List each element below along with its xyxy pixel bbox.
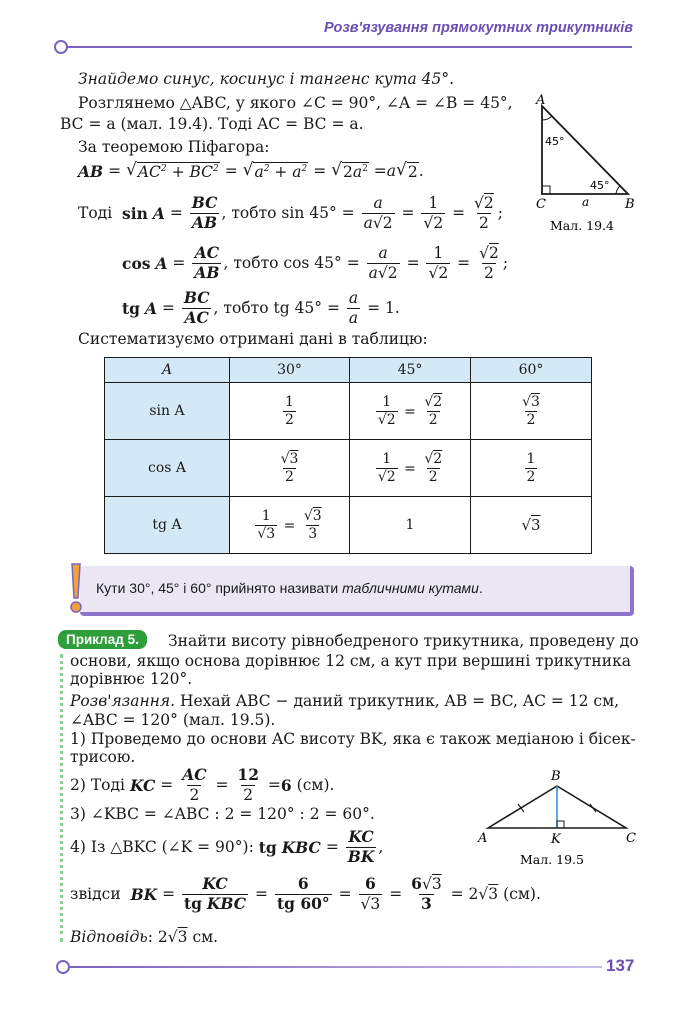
table-cell: $\frac{√3}{2}$	[230, 440, 350, 497]
footer-circle	[56, 960, 70, 974]
tobto-3: тобто	[223, 299, 269, 317]
right-angle-k	[557, 821, 564, 828]
row-label	[105, 440, 230, 497]
table-row	[105, 383, 592, 440]
vertex-c: C	[536, 197, 546, 212]
answer-line: Відповідь: 2√3 см.	[70, 928, 219, 946]
intro-lead: Знайдемо синус, косинус і тангенс кута 45°.	[78, 70, 455, 88]
solution-text-1: Нехай ABC − даний трикутник, AB = BC, AC = 12 см,	[175, 692, 620, 710]
angle-a-arc	[542, 116, 552, 120]
intro-summary: Систематизуємо отримані дані в таблицю:	[78, 330, 428, 348]
table-cell: $\frac{1}{2}$	[230, 383, 350, 440]
table-cell: $\frac{1}{2}$	[471, 440, 592, 497]
tobto-1: тобто	[231, 204, 277, 222]
angle-b-label: 45°	[590, 179, 610, 192]
row-label-text: sin A	[149, 403, 185, 419]
row-label	[105, 497, 230, 554]
row-label	[105, 383, 230, 440]
formula-sin45: Тоді sin A = $\frac{BC}{AB}$ , тобто sin 45° = $\frac{a}{a√2}$ = $\frac{1}{√2}$ = $\frac{√2}{2}$ ;	[78, 193, 504, 232]
then-word: Тоді	[78, 204, 113, 222]
formula-tg45: tg A = $\frac{BC}{AC}$ , тобто tg 45° = $\frac{a}{a}$ = 1.	[122, 288, 400, 327]
label-k: K	[551, 832, 561, 847]
step1-line-1: 1) Проведемо до основи AC висоту BK, яка є також медіаною і бісек-	[70, 730, 636, 748]
intro-line1: Розглянемо △ABC, у якого ∠C = 90°, ∠A = ∠B = 45°,	[78, 94, 513, 112]
table-cell: $\frac{1}{√2}$ = $\frac{√2}{2}$	[350, 440, 471, 497]
example-dots	[60, 654, 63, 942]
zvidsy-word: звідси	[70, 885, 121, 903]
right-angle-mark	[542, 186, 550, 194]
table-cell: √3	[471, 497, 592, 554]
table-header-cell: 30°	[230, 358, 350, 383]
table-header-cell: 45°	[350, 358, 471, 383]
step1-line-2: трисою.	[70, 748, 136, 766]
footer-rule	[66, 966, 602, 968]
table-cell: $\frac{1}{√2}$ = $\frac{√2}{2}$	[350, 383, 471, 440]
example-task-1: Знайти висоту рівнобедреного трикутника, проведену до	[168, 632, 639, 650]
answer-word: Відповідь	[70, 928, 148, 946]
table-row	[105, 440, 592, 497]
label-c: C	[626, 831, 636, 846]
table-cell: $\frac{1}{√3}$ = $\frac{√3}{3}$	[230, 497, 350, 554]
formula-cos45: cos A = $\frac{AC}{AB}$ , тобто cos 45° = $\frac{a}{a√2}$ = $\frac{1}{√2}$ = $\frac{√2}{2}$ ;	[122, 243, 509, 282]
intro-line2: BC = a (мал. 19.4). Тоді AC = BC = a.	[60, 115, 364, 133]
step3: 3) ∠KBC = ∠ABC : 2 = 120° : 2 = 60°.	[70, 805, 375, 823]
page-number: 137	[606, 956, 635, 975]
angle-b-arc	[616, 186, 620, 194]
example-task-3: дорівнює 120°.	[70, 670, 193, 688]
side-a: a	[582, 195, 590, 209]
table-header-cell: 60°	[471, 358, 592, 383]
table-header-row	[105, 358, 592, 383]
formula-ab: AB = √ $AC^2 + BC^2$ = √ $a^2 + a^2$ = √ $2a^2$ = a √ 2 .	[78, 159, 424, 181]
header-rule	[62, 46, 632, 48]
angle-a-label: 45°	[545, 135, 565, 148]
vertex-a: A	[536, 93, 546, 108]
solution-line-1	[70, 692, 619, 710]
triangle-abc	[542, 106, 628, 194]
figure-19-4	[528, 90, 648, 240]
example-task-2: основи, якщо основа дорівнює 12 см, а кут при вершині трикутника	[70, 652, 632, 670]
intro-pythagoras: За теоремою Піфагора:	[78, 138, 270, 156]
figure2-caption: Мал. 19.5	[520, 852, 584, 867]
step2: 2) Тоді KC = $\frac{AC}{2}$ = $\frac{12}{2}$ = 6 (см).	[70, 765, 335, 804]
solution-word: Розв'язання.	[70, 692, 176, 710]
solution-line-2: ∠ABC = 120° (мал. 19.5).	[70, 711, 276, 729]
table-cell: $\frac{√3}{2}$	[471, 383, 592, 440]
note-suffix: .	[478, 580, 483, 596]
vertex-b: B	[625, 197, 635, 212]
step4: 4) Із △BKC (∠K = 90°): tg KBC = $\frac{KC}{BK}$ ,	[70, 827, 384, 866]
tick-bc	[590, 804, 596, 812]
table-row	[105, 497, 592, 554]
row-label-text: tg A	[152, 517, 182, 533]
example-badge: Приклад 5.	[58, 630, 147, 649]
header-title: Розв'язування прямокутних трикутників	[324, 20, 633, 36]
bk-unit: (см).	[503, 885, 541, 903]
step2-unit: (см).	[296, 776, 335, 794]
tobto-2: тобто	[233, 254, 279, 272]
header-circle	[54, 40, 68, 54]
tick-ab	[518, 804, 524, 812]
figure1-caption: Мал. 19.4	[550, 218, 614, 233]
exclamation-icon	[66, 560, 86, 616]
step4-prefix: 4) Із △BKC (∠K = 90°):	[70, 838, 254, 856]
answer-unit: см.	[192, 928, 219, 946]
row-label-text: cos A	[147, 460, 186, 476]
table-header-cell: A	[105, 358, 230, 383]
step2-prefix: 2) Тоді	[70, 776, 126, 794]
figure-19-5	[470, 766, 640, 876]
trig-table	[104, 357, 592, 554]
step-bk: звідси BK = $\frac{KC}{\text{tg KBC}}$ = $\frac{6}{tg 60^\circ}$ = $\frac{6}{√3}$ = $\frac{6√3}{3}$ = 2√ 3 (см).	[70, 874, 541, 913]
note-text	[96, 580, 483, 596]
note-prefix: Кути 30°, 45° і 60° прийнято називати	[96, 580, 343, 596]
label-a: A	[478, 831, 488, 846]
label-b: B	[551, 769, 561, 784]
table-cell: 1	[350, 497, 471, 554]
note-emph: табличними кутами	[342, 580, 479, 596]
